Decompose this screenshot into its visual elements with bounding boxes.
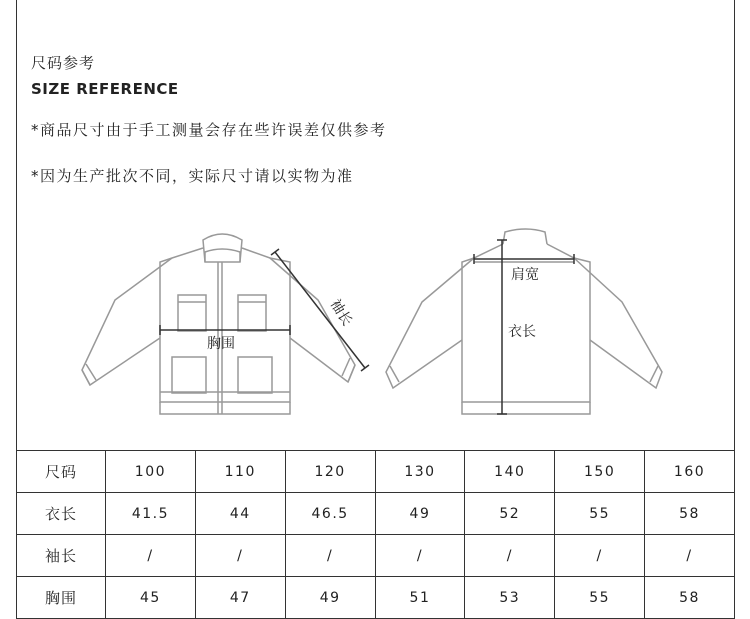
table-cell: 49 [285,577,375,619]
size-cell: 140 [465,451,555,493]
note-batch-difference: *因为生产批次不同，实际尺寸请以实物为准 [31,167,354,185]
note-measurement-error: *商品尺寸由于手工测量会存在些许误差仅供参考 [31,121,387,139]
table-row [17,577,735,619]
row-label-chest: 胸围 [17,577,106,619]
table-cell: / [106,535,196,577]
size-header-cell: 尺码 [17,451,106,493]
table-cell: 45 [106,577,196,619]
table-cell: / [555,535,645,577]
size-table [16,450,735,619]
table-cell: 52 [465,493,555,535]
shoulder-label: 肩宽 [511,267,539,283]
title-chinese: 尺码参考 [31,54,96,72]
size-cell: 130 [375,451,465,493]
body-length-label: 衣长 [508,324,536,340]
sleeve-length-label: 袖长 [326,296,356,329]
table-cell: 46.5 [285,493,375,535]
table-cell: 49 [375,493,465,535]
table-cell: 55 [555,577,645,619]
table-cell: 53 [465,577,555,619]
table-cell: 55 [555,493,645,535]
table-cell: / [465,535,555,577]
table-cell: 51 [375,577,465,619]
table-row [17,535,735,577]
row-label-length: 衣长 [17,493,106,535]
row-label-sleeve: 袖长 [17,535,106,577]
table-cell: / [375,535,465,577]
size-cell: 150 [555,451,645,493]
title-english: SIZE REFERENCE [31,80,179,98]
size-cell: 120 [285,451,375,493]
table-row [17,493,735,535]
table-cell: 58 [645,493,735,535]
table-cell: / [645,535,735,577]
table-cell: / [285,535,375,577]
table-cell: 44 [195,493,285,535]
table-cell: 41.5 [106,493,196,535]
table-header-row [17,451,735,493]
front-jacket-illustration [82,234,355,414]
table-cell: / [195,535,285,577]
size-cell: 160 [645,451,735,493]
sleeve-length-line [275,252,365,368]
table-cell: 47 [195,577,285,619]
back-jacket-illustration [386,229,662,414]
size-cell: 110 [195,451,285,493]
chest-label: 胸围 [207,336,235,352]
table-cell: 58 [645,577,735,619]
size-cell: 100 [106,451,196,493]
